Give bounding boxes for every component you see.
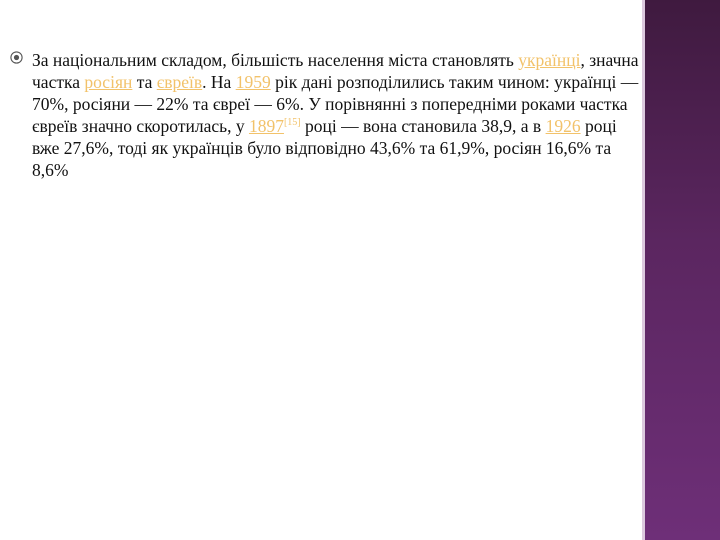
link-year-1897[interactable]: 1897 — [248, 116, 284, 136]
link-jews[interactable]: євреїв — [156, 72, 203, 92]
text-segment: році вже 27,6%, тоді як українців було відповідно 43,6% та 61,9%, росіян 16,6% та 8,6% — [32, 116, 617, 180]
link-year-1926[interactable]: 1926 — [545, 116, 581, 136]
text-segment: , значна частка — [32, 50, 639, 92]
decorative-side-band — [642, 0, 720, 540]
text-segment: . На — [202, 72, 236, 92]
slide-text-block — [32, 49, 642, 181]
link-year-1959[interactable]: 1959 — [235, 72, 271, 92]
link-russians[interactable]: росіян — [84, 72, 133, 92]
text-segment: За національним складом, більшість населення міста становлять — [32, 50, 519, 70]
link-ukrainians[interactable]: українці — [518, 50, 581, 70]
reference-15[interactable]: [15] — [283, 117, 301, 129]
text-segment: році — вона становила 38,9, а в — [300, 116, 546, 136]
target-circle-icon — [10, 51, 23, 64]
text-segment: та — [132, 72, 157, 92]
text-segment: рік дані розподілились таким чином: українці — 70%, росіяни — 22% та євреї — 6%. У порівнянні з попередніми роками частка євреїв значно скоротилась, у — [32, 72, 639, 136]
population-paragraph — [32, 49, 642, 181]
